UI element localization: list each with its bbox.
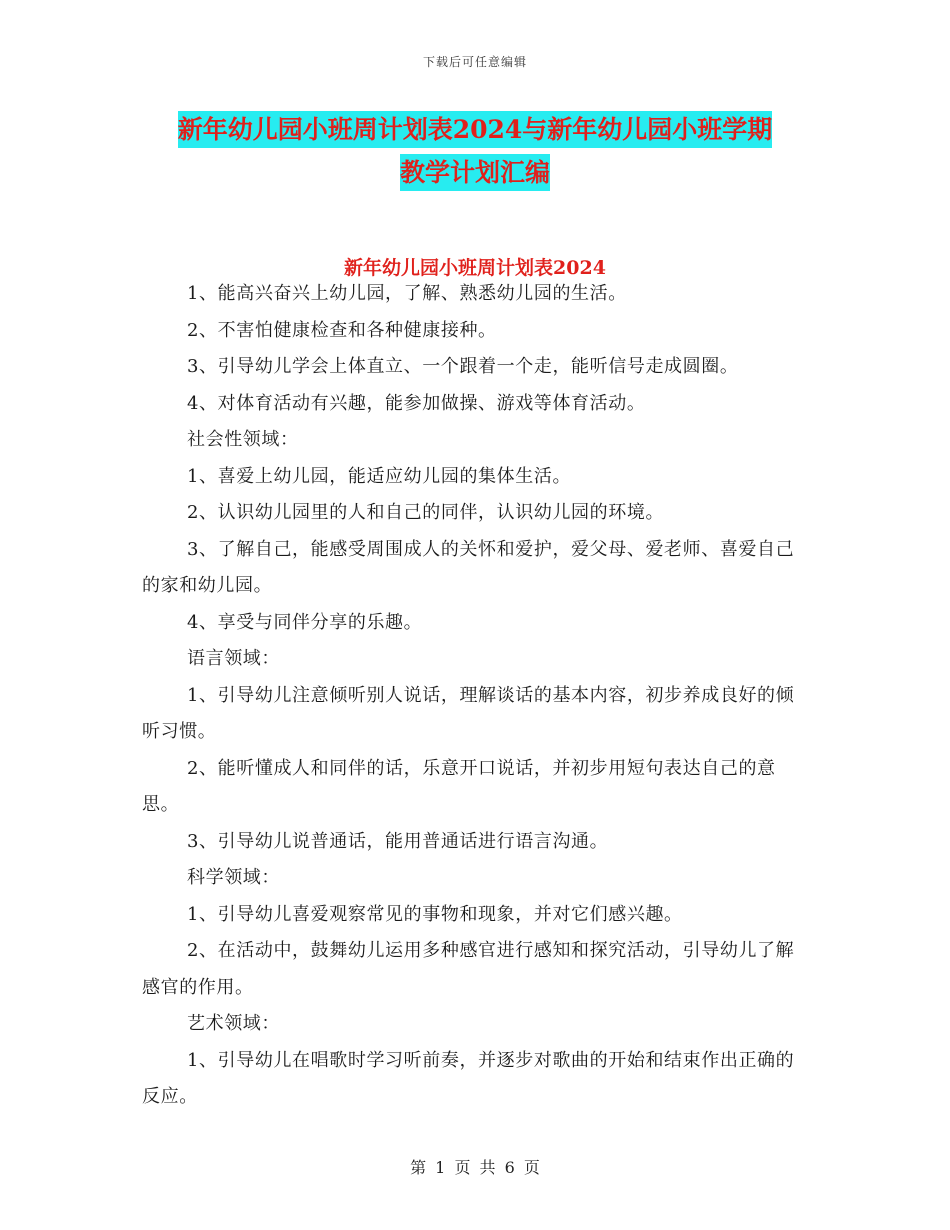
paragraph: 1、引导幼儿注意倾听别人说话，理解谈话的基本内容，初步养成良好的倾听习惯。	[142, 684, 795, 742]
paragraph: 2、在活动中，鼓舞幼儿运用多种感官进行感知和探究活动，引导幼儿了解感官的作用。	[142, 940, 795, 998]
paragraph: 3、了解自己，能感受周围成人的关怀和爱护，爱父母、爱老师、喜爱自己的家和幼儿园。	[142, 538, 795, 596]
paragraph: 1、喜爱上幼儿园，能适应幼儿园的集体生活。	[187, 465, 572, 487]
section-heading-art: 艺术领域：	[187, 1013, 280, 1034]
paragraph: 4、对体育活动有兴趣，能参加做操、游戏等体育活动。	[187, 392, 646, 414]
section-heading-science: 科学领域：	[187, 867, 280, 888]
section-subtitle: 新年幼儿园小班周计划表2024	[344, 257, 606, 279]
document-title-line-1	[0, 117, 950, 142]
paragraph: 2、不害怕健康检查和各种健康接种。	[187, 319, 497, 341]
paragraph: 1、能高兴奋兴上幼儿园，了解、熟悉幼儿园的生活。	[187, 283, 627, 304]
paragraph: 1、引导幼儿喜爱观察常见的事物和现象，并对它们感兴趣。	[187, 903, 683, 925]
document-title-line-2	[0, 160, 950, 185]
section-heading-language: 语言领域：	[187, 648, 280, 669]
section-heading-social: 社会性领域：	[187, 429, 299, 450]
paragraph: 3、引导幼儿学会上体直立、一个跟着一个走，能听信号走成圆圈。	[187, 356, 739, 377]
paragraph: 2、认识幼儿园里的人和自己的同伴，认识幼儿园的环境。	[187, 502, 665, 523]
body-text	[142, 276, 812, 1116]
header-note: 下载后可任意编辑	[422, 55, 527, 69]
title-line-2-text: 教学计划汇编	[400, 154, 550, 191]
paragraph: 2、能听懂成人和同伴的话，乐意开口说话，并初步用短句表达自己的意思。	[142, 757, 776, 815]
page-footer: 第 1 页 共 6 页	[410, 1158, 540, 1177]
paragraph: 3、引导幼儿说普通话，能用普通话进行语言沟通。	[187, 830, 609, 852]
paragraph: 4、享受与同伴分享的乐趣。	[187, 611, 423, 633]
title-line-1-text: 新年幼儿园小班周计划表2024与新年幼儿园小班学期	[178, 111, 773, 148]
paragraph: 1、引导幼儿在唱歌时学习听前奏，并逐步对歌曲的开始和结束作出正确的反应。	[142, 1049, 795, 1107]
